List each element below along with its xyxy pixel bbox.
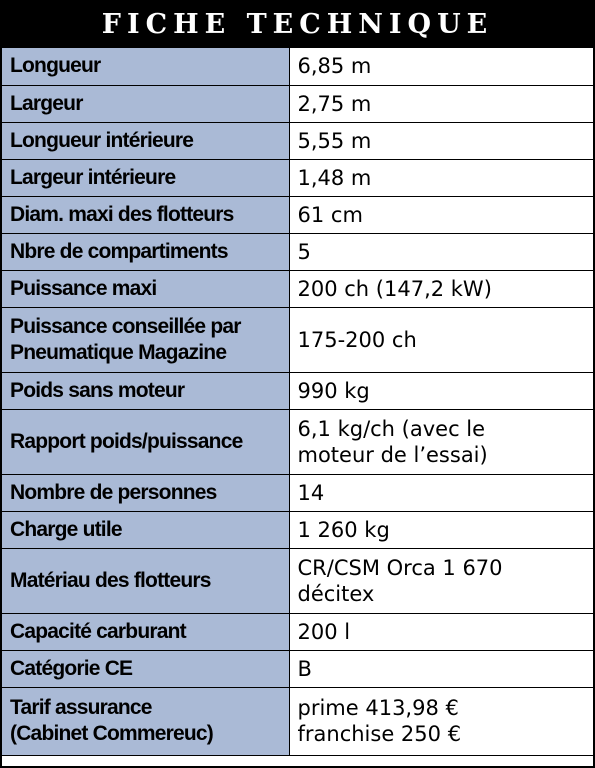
spec-label: Matériau des flotteurs <box>10 568 211 592</box>
spec-label-cell <box>2 613 289 650</box>
spec-label: Longueur intérieure <box>10 128 194 152</box>
spec-value-cell <box>289 307 593 372</box>
spec-value: moteur de l’essai) <box>297 442 488 467</box>
spec-label: Puissance conseillée par <box>10 314 241 338</box>
table-row <box>2 409 593 474</box>
spec-label: (Cabinet Commereuc) <box>10 722 214 745</box>
table-row <box>2 196 593 233</box>
spec-label-cell <box>2 548 289 613</box>
spec-value-cell <box>289 233 593 270</box>
spec-value: prime 413,98 € <box>297 696 459 720</box>
spec-value-cell <box>289 196 593 233</box>
table-row <box>2 85 593 122</box>
spec-value-cell <box>289 474 593 511</box>
spec-value: 2,75 m <box>297 91 372 116</box>
spec-value: 5 <box>297 239 311 264</box>
table-row <box>2 474 593 511</box>
spec-value: 6,85 m <box>297 54 372 79</box>
spec-value: 61 cm <box>297 202 363 227</box>
spec-label: Largeur intérieure <box>10 165 176 189</box>
spec-value-cell <box>289 159 593 196</box>
spec-value-cell <box>289 372 593 409</box>
spec-label-cell <box>2 233 289 270</box>
table-row <box>2 372 593 409</box>
table-row <box>2 548 593 613</box>
spec-label: Capacité carburant <box>10 619 186 643</box>
spec-value: décitex <box>297 581 375 606</box>
spec-label: Catégorie CE <box>10 656 133 680</box>
spec-value: 200 l <box>297 619 351 644</box>
spec-table-body <box>2 48 593 755</box>
spec-label: Puissance maxi <box>10 276 157 300</box>
spec-value: 200 ch (147,2 kW) <box>297 276 492 301</box>
table-row <box>2 650 593 687</box>
spec-value: 175-200 ch <box>297 327 417 352</box>
spec-label-cell <box>2 650 289 687</box>
spec-value-cell <box>289 687 593 755</box>
spec-label: Pneumatique Magazine <box>10 340 227 364</box>
spec-value-cell <box>289 85 593 122</box>
spec-value: franchise 250 € <box>297 722 462 746</box>
table-row <box>2 159 593 196</box>
spec-value-cell <box>289 650 593 687</box>
table-row <box>2 511 593 548</box>
table-row <box>2 48 593 85</box>
spec-value-cell <box>289 548 593 613</box>
spec-label-cell <box>2 511 289 548</box>
table-row <box>2 233 593 270</box>
spec-label: Poids sans moteur <box>10 378 185 402</box>
spec-value-cell <box>289 613 593 650</box>
spec-label-cell <box>2 474 289 511</box>
table-row <box>2 270 593 307</box>
spec-label-cell <box>2 372 289 409</box>
spec-value-cell <box>289 409 593 474</box>
spec-label-cell <box>2 85 289 122</box>
spec-value: 6,1 kg/ch (avec le <box>297 416 486 441</box>
spec-value: B <box>297 656 312 681</box>
spec-value: 1 260 kg <box>297 517 390 542</box>
spec-value: 990 kg <box>297 378 370 403</box>
spec-label: Tarif assurance <box>10 696 152 719</box>
spec-label-cell <box>2 687 289 755</box>
spec-value-cell <box>289 270 593 307</box>
spec-label: Nbre de compartiments <box>10 239 228 263</box>
spec-label-cell <box>2 270 289 307</box>
spec-value: CR/CSM Orca 1 670 <box>297 555 503 580</box>
spec-label: Largeur <box>10 91 83 115</box>
spec-table <box>2 48 593 756</box>
title-bar <box>2 2 593 48</box>
spec-label: Diam. maxi des flotteurs <box>10 202 234 226</box>
spec-label: Longueur <box>10 54 101 78</box>
spec-label-cell <box>2 48 289 85</box>
spec-label: Rapport poids/puissance <box>10 429 243 453</box>
spec-label: Nombre de personnes <box>10 480 217 504</box>
table-row <box>2 687 593 755</box>
spec-value: 14 <box>297 480 325 505</box>
spec-label-cell <box>2 409 289 474</box>
spec-label-cell <box>2 307 289 372</box>
table-row <box>2 122 593 159</box>
spec-label-cell <box>2 159 289 196</box>
spec-value-cell <box>289 48 593 85</box>
spec-value-cell <box>289 511 593 548</box>
spec-label-cell <box>2 122 289 159</box>
spec-label-cell <box>2 196 289 233</box>
spec-value-cell <box>289 122 593 159</box>
table-row <box>2 613 593 650</box>
sheet-title: FICHE TECHNIQUE <box>101 8 494 40</box>
table-row <box>2 307 593 372</box>
spec-value: 1,48 m <box>297 165 372 190</box>
spec-value: 5,55 m <box>297 128 372 153</box>
spec-label: Charge utile <box>10 517 122 541</box>
